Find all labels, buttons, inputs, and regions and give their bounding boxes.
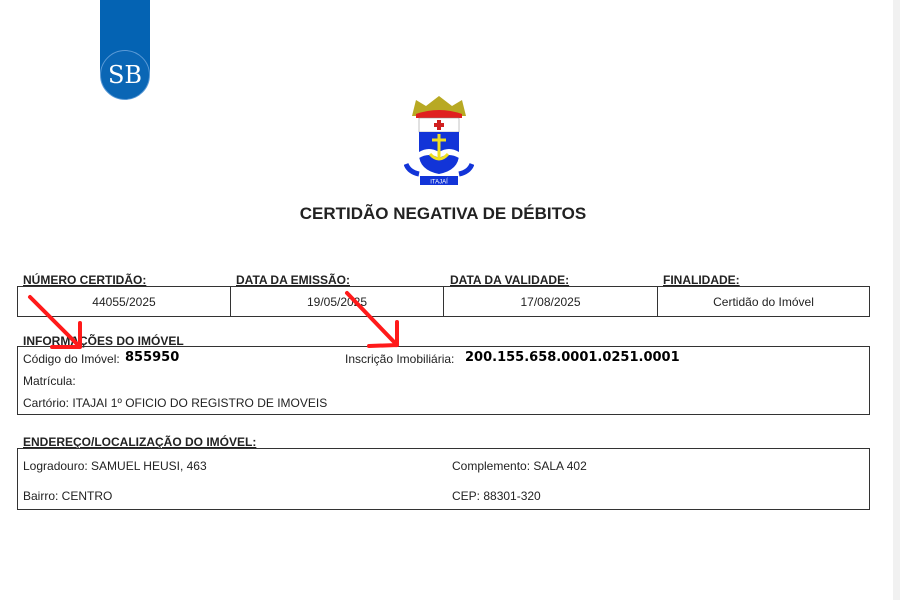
address-section-label: ENDEREÇO/LOCALIZAÇÃO DO IMÓVEL: [23,435,257,449]
complemento-text: Complemento: SALA 402 [452,459,587,473]
crest-city-text: ITAJAÍ [430,179,448,186]
info-section-label: INFORMAÇÕES DO IMÓVEL [23,334,184,348]
brand-logo [100,50,150,100]
matricula-label: Matrícula: [23,374,76,388]
address-box [17,448,870,510]
validade-label: DATA DA VALIDADE: [450,273,570,287]
city-crest-icon [404,94,474,188]
validade-value: 17/08/2025 [444,287,658,316]
finalidade-value: Certidão do Imóvel [713,294,814,309]
logradouro-text: Logradouro: SAMUEL HEUSI, 463 [23,459,207,473]
emissao-label: DATA DA EMISSÃO: [236,273,350,287]
cartorio-text: Cartório: ITAJAI 1º OFICIO DO REGISTRO DE IMOVEIS [23,396,328,410]
scrollbar-track[interactable] [893,0,900,600]
logo-text: SB [107,61,143,89]
header-table [17,286,870,317]
finalidade-label: FINALIDADE: [663,273,740,287]
emissao-value: 19/05/2025 [231,287,444,316]
numero-value: 44055/2025 [18,287,231,316]
inscricao-value: 200.155.658.0001.0251.0001 [465,350,680,365]
info-box [17,346,870,415]
bairro-text: Bairro: CENTRO [23,489,113,503]
inscricao-label: Inscrição Imobiliária: [345,352,455,366]
document-title: CERTIDÃO NEGATIVA DE DÉBITOS [299,204,587,223]
numero-label: NÚMERO CERTIDÃO: [23,273,147,287]
codigo-label: Código do Imóvel: [23,352,120,366]
cep-text: CEP: 88301-320 [452,489,541,503]
codigo-value: 855950 [125,350,180,365]
